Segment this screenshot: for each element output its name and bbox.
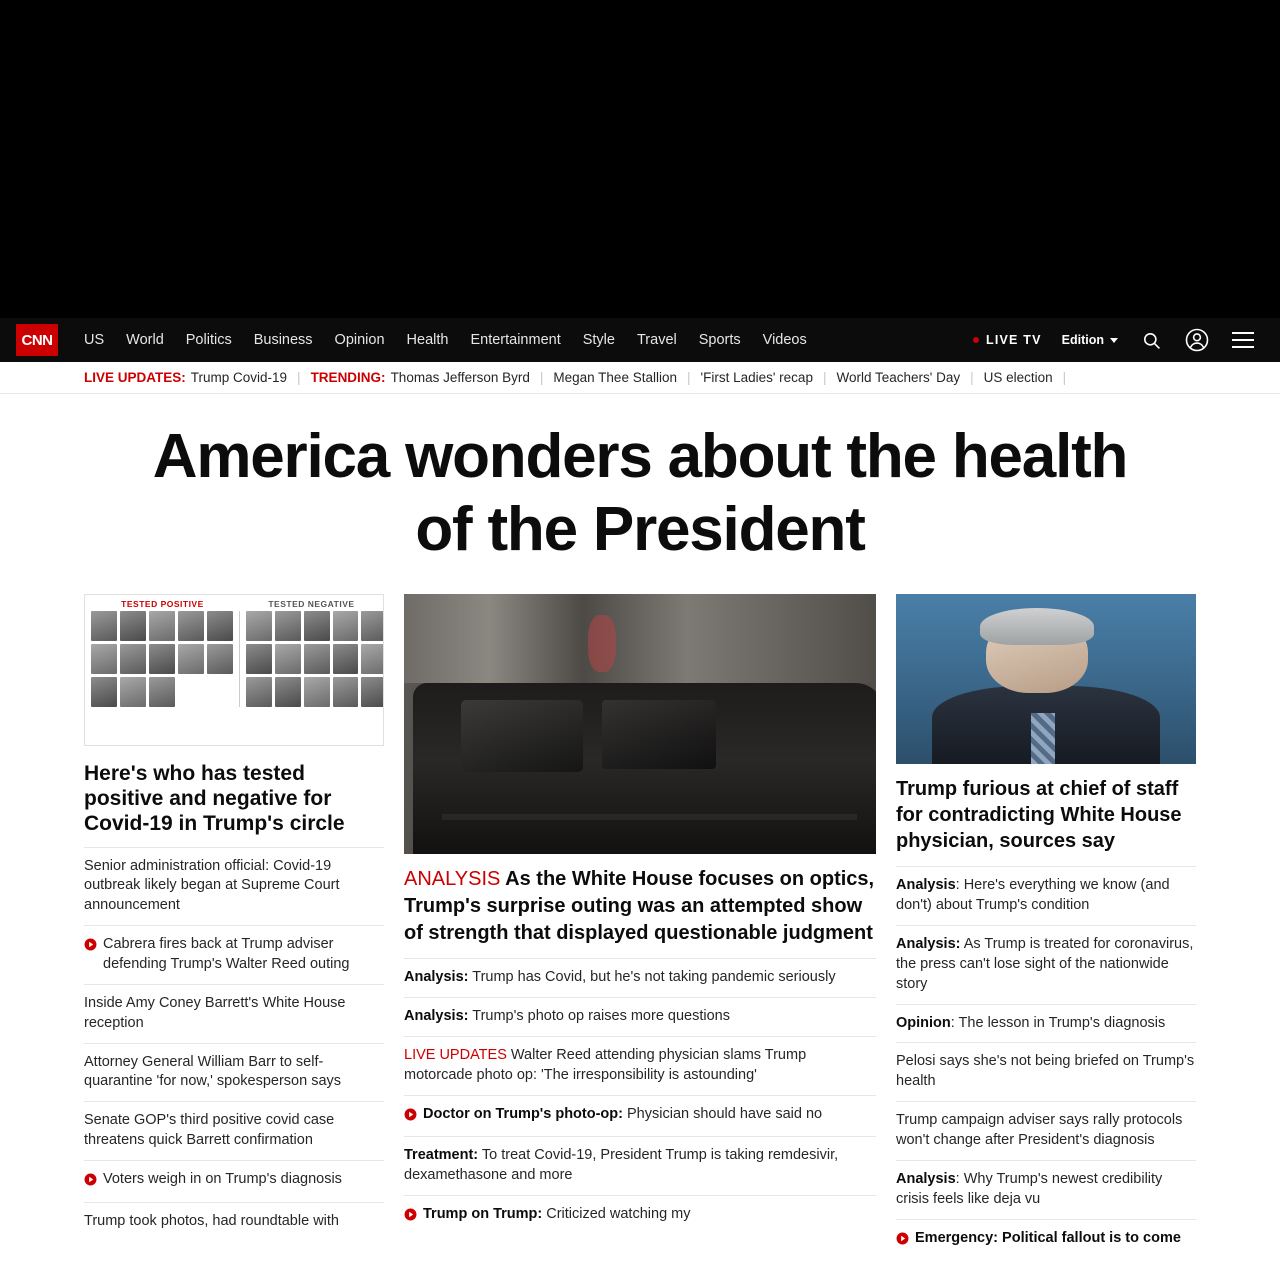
list-item[interactable] — [404, 959, 876, 998]
portrait-tie — [1031, 713, 1055, 764]
face-thumb — [120, 611, 146, 641]
background-blur — [404, 594, 876, 682]
play-video-icon — [84, 938, 97, 958]
chevron-down-icon — [1110, 338, 1118, 343]
user-account-icon[interactable] — [1184, 327, 1210, 353]
right-column — [896, 594, 1196, 1260]
edition-label: Edition — [1061, 333, 1104, 347]
three-column-grid — [0, 576, 1280, 1260]
blank-top-area — [0, 0, 1280, 318]
face-thumb — [149, 677, 175, 707]
list-item[interactable] — [404, 998, 876, 1037]
face-thumb — [361, 611, 384, 641]
list-item-text: Trump has Covid, but he's not taking pandemic seriously — [472, 969, 836, 986]
list-item-text: Attorney General William Barr to self-quarantine 'for now,' spokesperson says — [84, 1053, 342, 1090]
ticker-divider: | — [970, 370, 974, 385]
suv-window-front — [461, 700, 584, 772]
ticker-divider: | — [822, 370, 827, 385]
center-column-headline[interactable] — [404, 866, 876, 946]
ticker-live-label: LIVE UPDATES: — [84, 370, 186, 385]
positive-faces — [91, 611, 240, 707]
live-indicator-dot — [973, 337, 979, 343]
search-icon[interactable] — [1138, 327, 1164, 353]
list-item-text: Inside Amy Coney Barrett's White House reception — [84, 994, 346, 1031]
list-item-text: Trump took photos, had roundtable with — [84, 1212, 339, 1229]
tested-positive-negative-graphic[interactable] — [84, 594, 384, 746]
nav-item-videos[interactable]: Videos — [762, 332, 807, 348]
list-item-text: Pelosi says she's not being briefed on Trump's health — [896, 1053, 1195, 1090]
ticker-item-1[interactable]: Megan Thee Stallion — [553, 370, 677, 385]
graphic-labels — [85, 595, 383, 611]
face-thumb — [275, 644, 301, 674]
list-item-kicker: Analysis — [896, 1170, 956, 1187]
list-item[interactable] — [404, 1137, 876, 1196]
live-tv-label: LIVE TV — [986, 333, 1042, 347]
ticker-live-updates[interactable] — [84, 370, 287, 385]
list-item[interactable] — [84, 1161, 384, 1203]
ticker-item-2[interactable]: 'First Ladies' recap — [700, 370, 813, 385]
face-thumb — [120, 644, 146, 674]
main-content — [0, 394, 1280, 1270]
ticker-divider: | — [539, 370, 544, 385]
nav-item-business[interactable]: Business — [253, 332, 313, 348]
face-thumb — [246, 611, 272, 641]
list-item-text: : The lesson in Trump's diagnosis — [950, 1014, 1166, 1031]
list-item-text: As Trump is treated for coronavirus, the press can't lose sight of the nationwide story — [896, 936, 1194, 992]
ticker-live-link[interactable]: Trump Covid-19 — [190, 370, 288, 385]
ticker-trending-label: TRENDING: — [310, 370, 386, 385]
list-item-kicker: Analysis — [896, 877, 956, 894]
face-thumb — [91, 677, 117, 707]
face-thumb — [91, 611, 117, 641]
face-thumb — [333, 677, 359, 707]
list-item-text: To treat Covid-19, President Trump is taking remdesivir, dexamethasone and more — [404, 1147, 839, 1184]
list-item-text: : Here's everything we know (and don't) about Trump's condition — [896, 877, 1170, 914]
label-tested-negative: TESTED NEGATIVE — [268, 599, 355, 610]
left-column-link-list — [84, 847, 384, 1241]
portrait-hair — [980, 608, 1094, 645]
nav-item-health[interactable]: Health — [406, 332, 449, 348]
ticker-divider: | — [686, 370, 691, 385]
graphic-face-grid — [85, 611, 383, 707]
list-item-kicker: Analysis: — [896, 936, 961, 953]
face-thumb — [91, 644, 117, 674]
center-headline-text: As the White House focuses on optics, Trump's surprise outing was an attempted show of strength that displayed questionable judgment — [404, 868, 875, 944]
list-item[interactable] — [896, 1220, 1196, 1261]
breaking-news-ticker — [0, 362, 1280, 394]
list-item-kicker: Opinion — [896, 1014, 951, 1031]
face-thumb — [246, 644, 272, 674]
list-item[interactable] — [84, 985, 384, 1044]
list-item-text: Cabrera fires back at Trump adviser defending Trump's Walter Reed outing — [103, 936, 350, 973]
edition-selector[interactable] — [1062, 333, 1118, 347]
background-red-blur — [588, 615, 616, 672]
face-thumb — [207, 644, 233, 674]
list-item-text: : Why Trump's newest credibility crisis feels like deja vu — [896, 1170, 1163, 1207]
list-item[interactable] — [896, 867, 1196, 926]
suv-window-rear — [602, 700, 715, 769]
face-placeholder — [178, 677, 204, 707]
ticker-item-3[interactable]: World Teachers' Day — [836, 370, 961, 385]
suv-trim-strip — [442, 814, 857, 820]
list-item-text: Senate GOP's third positive covid case threatens quick Barrett confirmation — [84, 1112, 335, 1149]
face-thumb — [361, 644, 384, 674]
list-item-text: Trump campaign adviser says rally protocols won't change after President's diagnosis — [896, 1112, 1183, 1149]
nav-item-politics[interactable]: Politics — [185, 332, 232, 348]
list-item[interactable] — [896, 1005, 1196, 1044]
list-item-kicker: Trump on Trump: — [423, 1206, 543, 1223]
list-item-kicker: Emergency: Political fallout is to come — [915, 1229, 1181, 1246]
face-thumb — [304, 611, 330, 641]
nav-item-world[interactable]: World — [126, 332, 164, 348]
face-thumb — [333, 611, 359, 641]
main-nav-links — [84, 332, 807, 348]
nav-item-travel[interactable]: Travel — [636, 332, 677, 348]
face-thumb — [304, 677, 330, 707]
hamburger-menu-icon[interactable] — [1230, 327, 1256, 353]
list-item-kicker: LIVE UPDATES — [404, 1046, 507, 1063]
list-item-kicker: Treatment: — [404, 1147, 479, 1164]
list-item[interactable] — [84, 1102, 384, 1161]
nav-item-style[interactable]: Style — [582, 332, 615, 348]
list-item[interactable] — [896, 1043, 1196, 1102]
ticker-item-0[interactable]: Thomas Jefferson Byrd — [390, 370, 530, 385]
face-thumb — [207, 611, 233, 641]
face-thumb — [275, 677, 301, 707]
left-column — [84, 594, 384, 1260]
face-thumb — [246, 677, 272, 707]
cnn-logo[interactable]: CNN — [16, 324, 58, 356]
play-video-icon — [84, 1173, 97, 1193]
face-thumb — [178, 644, 204, 674]
nav-item-entertainment[interactable]: Entertainment — [470, 332, 561, 348]
list-item-text: Senior administration official: Covid-19 outbreak likely began at Supreme Court announcement — [84, 857, 340, 914]
ticker-divider: | — [1062, 370, 1067, 385]
site-navbar — [0, 318, 1280, 362]
list-item-text: Voters weigh in on Trump's diagnosis — [103, 1171, 342, 1188]
negative-faces — [240, 611, 377, 707]
face-thumb — [178, 611, 204, 641]
list-item[interactable] — [404, 1096, 876, 1138]
ticker-divider: | — [297, 370, 301, 385]
face-thumb — [304, 644, 330, 674]
right-column-link-list — [896, 866, 1196, 1260]
list-item-kicker: Analysis: — [404, 1007, 469, 1024]
hero-image-motorcade[interactable] — [404, 594, 876, 854]
face-thumb — [149, 644, 175, 674]
list-item[interactable] — [896, 1161, 1196, 1220]
list-item[interactable] — [896, 926, 1196, 1005]
suv-body — [413, 683, 876, 855]
face-thumb — [275, 611, 301, 641]
list-item[interactable] — [84, 1044, 384, 1103]
list-item[interactable] — [404, 1196, 876, 1237]
face-thumb — [120, 677, 146, 707]
left-column-headline[interactable]: Here's who has tested positive and negative for Covid-19 in Trump's circle — [84, 762, 345, 835]
nav-item-us[interactable]: US — [84, 332, 105, 348]
label-tested-positive: TESTED POSITIVE — [121, 599, 204, 610]
list-item-text: Physician should have said no — [627, 1105, 823, 1122]
nav-item-opinion[interactable]: Opinion — [334, 332, 385, 348]
face-thumb — [333, 644, 359, 674]
play-video-icon — [896, 1232, 909, 1252]
nav-item-sports[interactable]: Sports — [698, 332, 741, 348]
list-item[interactable] — [896, 1102, 1196, 1161]
list-item[interactable] — [84, 848, 384, 927]
list-item-kicker: Analysis: — [404, 969, 469, 986]
face-thumb — [361, 677, 384, 707]
face-placeholder — [207, 677, 233, 707]
list-item-kicker: Doctor on Trump's photo-op: — [423, 1105, 623, 1122]
list-item-text: Criticized watching my — [546, 1206, 691, 1223]
portrait-image-chief-of-staff[interactable] — [896, 594, 1196, 764]
right-column-headline[interactable]: Trump furious at chief of staff for contradicting White House physician, sources say — [896, 778, 1182, 853]
list-item[interactable] — [404, 1037, 876, 1096]
play-video-icon — [404, 1208, 417, 1228]
live-tv-button[interactable] — [973, 333, 1042, 347]
center-column-link-list — [404, 958, 876, 1237]
page-title: America wonders about the health of the President — [152, 422, 1128, 565]
analysis-kicker: ANALYSIS — [404, 868, 501, 891]
list-item[interactable] — [84, 926, 384, 985]
face-thumb — [149, 611, 175, 641]
nav-right-controls — [973, 327, 1264, 353]
list-item-text: Trump's photo op raises more questions — [472, 1007, 730, 1024]
list-item-text: Walter Reed attending physician slams Trump motorcade photo op: 'The irresponsibility is astounding' — [404, 1046, 807, 1083]
play-video-icon — [404, 1108, 417, 1128]
ticker-item-4[interactable]: US election — [983, 370, 1053, 385]
list-item[interactable] — [84, 1203, 384, 1241]
ticker-trending — [311, 370, 530, 385]
center-column — [404, 594, 876, 1260]
